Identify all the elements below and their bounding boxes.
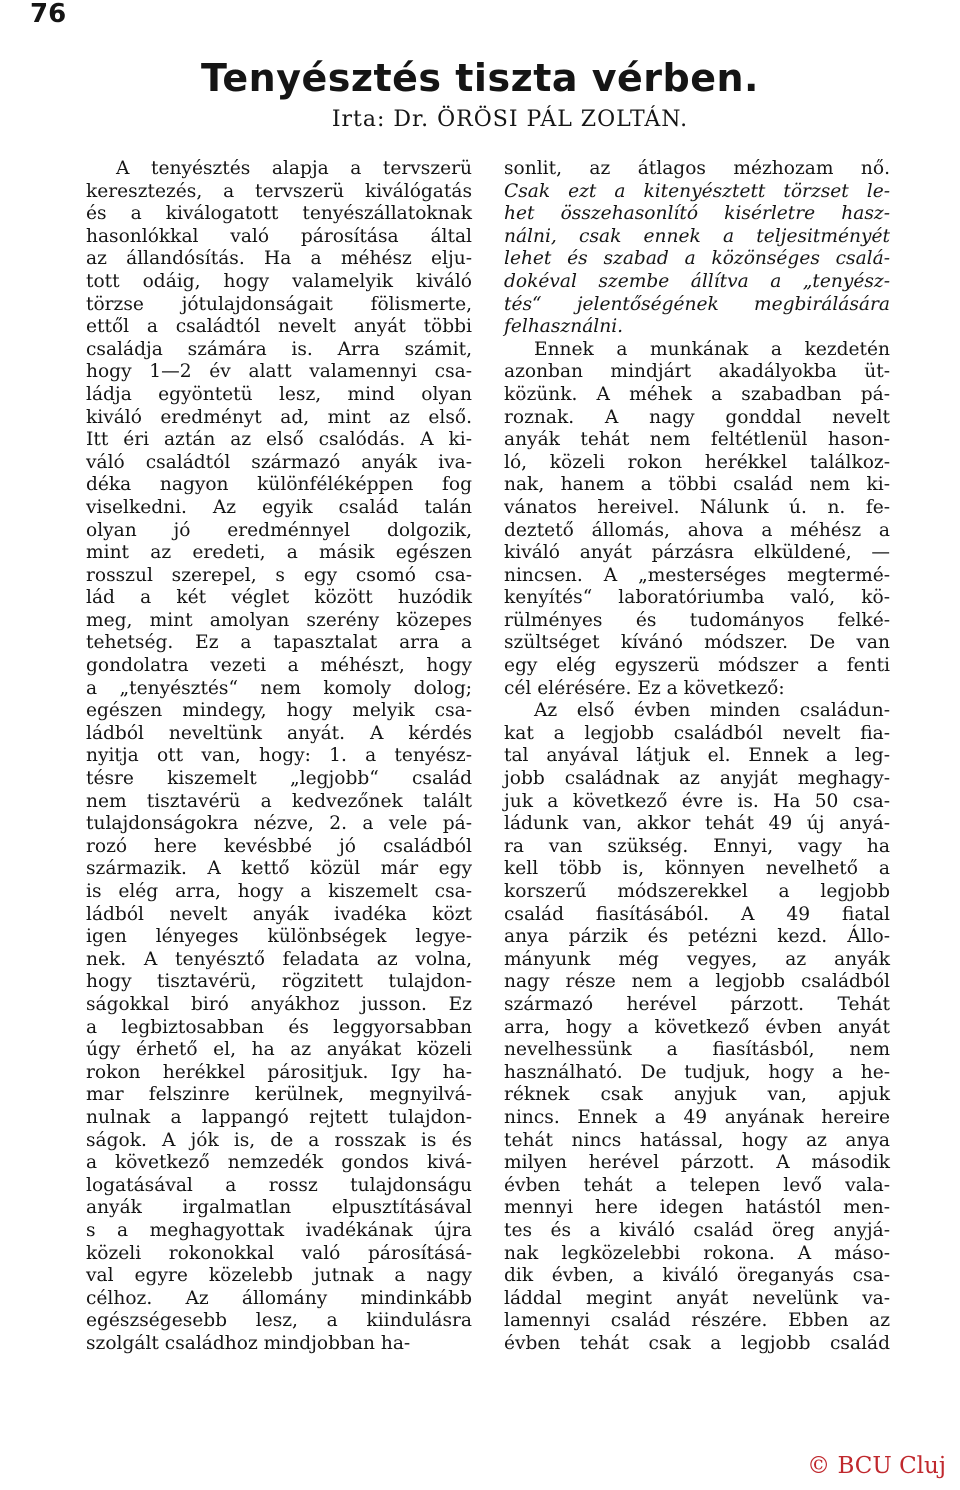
text-line: évben tehát csak a legjobb család [504, 1332, 890, 1354]
text-line: meg, mint amolyan szerény közepes [86, 609, 472, 631]
text-line: rozó here kevésbbé jó családból [86, 835, 472, 857]
text-line: nem tisztavérü a kedvezőnek talált [86, 790, 472, 812]
text-line: kiváló anyát párzásra elküldené, — [504, 542, 890, 564]
text-line: hogy 1—2 év alatt valamennyi csa- [86, 361, 472, 383]
text-line: ládból nevelt anyák ivadéka közt [86, 903, 472, 925]
text-line: és a kiválogatott tenyészállatoknak [86, 203, 472, 225]
text-line: nak, hanem a többi család nem ki- [504, 474, 890, 496]
text-line: szolgált családhoz mindjobban ha- [86, 1332, 411, 1354]
text-line: egészen mindegy, hogy melyik csa- [86, 700, 472, 722]
text-line: származó herével párzott. Tehát [504, 993, 890, 1015]
text-line: mányunk még vegyes, az anyák [504, 948, 890, 970]
text-line: ládból neveltünk anyát. A kérdés [86, 722, 472, 744]
text-line: logatásával a rossz tulajdonságu [86, 1174, 472, 1196]
text-line: lamennyi család részére. Ebben az [504, 1310, 890, 1332]
text-line: célhoz. Az állomány mindinkább [86, 1287, 472, 1309]
text-line: ságokkal biró anyákhoz jusson. Ez [86, 993, 472, 1015]
text-line: tehetség. Ez a tapasztalat arra a [86, 632, 472, 654]
text-column-right [504, 158, 890, 1355]
text-line: korszerű módszerekkel a legjobb [504, 881, 890, 902]
text-line: lehet és szabad a közönséges csalá- [504, 248, 890, 270]
text-line: kell több is, könnyen nevelhető a [504, 858, 890, 880]
text-line: a legbiztosabban és leggyorsabban [86, 1016, 472, 1038]
text-line: láddal megint anyát nevelünk va- [504, 1287, 890, 1309]
text-line: tés“ jelentőségének megbirálására [504, 293, 890, 315]
text-line: ságok. A jók is, de a rosszak is és [86, 1129, 472, 1151]
text-line: nincsen. A „mesterséges megtermé- [504, 564, 890, 586]
text-line: származik. A kettő közül már egy [86, 858, 472, 880]
text-line: család fiasításából. A 49 fiatal [504, 903, 890, 925]
text-line: egészségesebb lesz, a kiindulásra [86, 1310, 472, 1332]
text-line: egy elég egyszerü módszer a fenti [504, 655, 890, 677]
text-line: rosszul szerepel, s egy csomó csa- [86, 564, 472, 586]
text-line: dokéval szembe állítva a „tenyész- [504, 270, 890, 292]
text-line: milyen herével párzott. A második [504, 1152, 890, 1174]
text-line: közeli rokonokkal való párosításá- [86, 1242, 472, 1264]
text-line: tott odáig, hogy valamelyik kiváló [86, 270, 472, 292]
page-number: 76 [30, 0, 67, 29]
text-line: ládja egyöntetü lesz, mind olyan [86, 383, 472, 405]
article-byline: Irta: Dr. ÖRÖSI PÁL ZOLTÁN. [331, 107, 689, 132]
text-line: is elég arra, hogy a kiszemelt csa- [86, 881, 472, 902]
text-line: a következő nemzedék gondos kivá- [86, 1152, 472, 1174]
text-line: jobb családnak az anyját meghagy- [504, 768, 890, 790]
text-line: anya párzik és petézni kezd. Állo- [504, 926, 890, 948]
text-line: mennyi here idegen hatástól men- [504, 1197, 890, 1219]
text-line: közünk. A méhek a szabadban pá- [504, 383, 890, 405]
text-line: anyák tehát nem feltétlenül hason- [504, 429, 890, 451]
text-line: hasonlókkal való párosítása által [86, 225, 472, 247]
text-line: sonlit, az átlagos mézhozam nő. [504, 158, 890, 179]
text-line: ra van szükség. Ennyi, vagy ha [504, 835, 890, 857]
text-line: nevelhessünk a fiasításból, nem [504, 1039, 890, 1061]
text-line: hogy tisztavérü, rögzitett tulajdon- [86, 971, 472, 993]
text-line: mint az eredeti, a másik egészen [86, 542, 472, 564]
text-line: nak legközelebbi rokona. A máso- [504, 1242, 890, 1264]
text-line: A tenyésztés alapja a tervszerü [116, 158, 472, 179]
text-line: déka nagyon különféléképpen fog [86, 474, 472, 496]
copyright-credit: © BCU Cluj [807, 1453, 946, 1479]
text-line: nek. A tenyésztő feladata az volna, [86, 948, 472, 970]
text-line: dik évben, a kiváló öreganyás csa- [504, 1265, 890, 1287]
text-line: szültséget kívánó módszer. De van [504, 632, 890, 654]
text-line: ló, közeli rokon herékkel találkoz- [504, 451, 890, 473]
text-line: törzse jótulajdonságait fölismerte, [86, 293, 472, 315]
text-line: a „tenyésztés“ nem komoly dolog; [86, 677, 472, 699]
text-line: olyan jó eredménnyel dolgozik, [86, 519, 472, 541]
text-line: nyitja ott van, hogy: 1. a tenyész- [86, 745, 472, 767]
text-line: az állandósítás. Ha a méhész elju- [86, 248, 472, 270]
text-line: arra, hogy a következő évben anyát [504, 1016, 890, 1038]
text-line: s a meghagyottak ivadékának újra [86, 1219, 472, 1241]
text-line: anyák irgalmatlan elpusztításával [86, 1197, 472, 1219]
text-line: kiváló eredményt ad, mint az első. [86, 406, 472, 428]
text-line: mar felszinre kerülnek, megnyilvá- [86, 1084, 472, 1106]
text-line: keresztezés, a tervszerü kiválógatás [86, 180, 472, 202]
text-line: lád a két véglet között huzódik [86, 587, 472, 609]
text-line: nincs. Ennek a 49 anyának hereire [504, 1106, 890, 1128]
text-line: juk a következő évre is. Ha 50 csa- [504, 790, 890, 812]
article-title: Tenyésztés tiszta vérben. [201, 56, 759, 100]
text-line: Itt éri aztán az első csalódás. A ki- [86, 429, 472, 451]
text-line: családja számára is. Arra számit, [86, 338, 472, 360]
text-line: tésre kiszemelt „legjobb“ család [86, 768, 472, 790]
text-line: nálni, csak ennek a teljesitményét [504, 225, 890, 247]
text-line: Az első évben minden családun- [534, 700, 890, 722]
text-line: ládunk van, akkor tehát 49 új anyá- [504, 813, 890, 835]
text-line: felhasználni. [504, 316, 624, 338]
text-line: igen lényeges különbségek legye- [86, 926, 472, 948]
text-line: évben tehát a telepen levő vala- [504, 1174, 890, 1196]
text-line: nulnak a lappangó rejtett tulajdon- [86, 1106, 472, 1128]
text-line: Ennek a munkának a kezdetén [534, 338, 890, 360]
text-line: Csak ezt a kitenyésztett törzset le- [504, 180, 890, 202]
text-line: használható. De tudjuk, hogy a he- [504, 1061, 890, 1083]
text-line: úgy érhető el, ha az anyákat közeli [86, 1039, 472, 1061]
text-line: viselkedni. Az egyik család talán [86, 496, 472, 518]
text-line: réknek csak anyjuk van, apjuk [504, 1084, 890, 1106]
text-line: nagy része nem a legjobb családból [504, 971, 890, 993]
text-line: váló családtól származó anyák iva- [86, 451, 472, 473]
text-line: tulajdonságokra nézve, 2. a vele pá- [86, 813, 472, 835]
text-column-left [86, 158, 472, 1355]
text-line: cél elérésére. Ez a következő: [504, 677, 785, 699]
text-line: het összehasonlító kisérletre hasz- [504, 203, 890, 225]
text-line: deztető állomás, ahova a méhész a [504, 519, 890, 541]
text-line: tes és a kiváló család öreg anyjá- [504, 1219, 890, 1241]
text-line: tal anyával látjuk el. Ennek a leg- [504, 745, 890, 767]
text-line: rokon herékkel párositjuk. Igy ha- [86, 1061, 472, 1083]
text-line: kenyítés“ laboratóriumba való, kö- [504, 587, 890, 609]
text-line: vánatos hereivel. Nálunk ú. n. fe- [504, 496, 890, 518]
text-line: azonban mindjárt akadályokba üt- [504, 361, 890, 383]
text-line: tehát nincs hatással, hogy az anya [504, 1129, 890, 1151]
text-line: ettől a családtól nevelt anyát többi [86, 316, 472, 338]
text-line: gondolatra vezeti a méhészt, hogy [86, 655, 472, 677]
text-line: val egyre közelebb jutnak a nagy [86, 1265, 472, 1287]
text-line: rülményes és tudományos felké- [504, 609, 890, 631]
text-line: roznak. A nagy gonddal nevelt [504, 406, 890, 428]
text-line: kat a legjobb családból nevelt fia- [504, 722, 890, 744]
